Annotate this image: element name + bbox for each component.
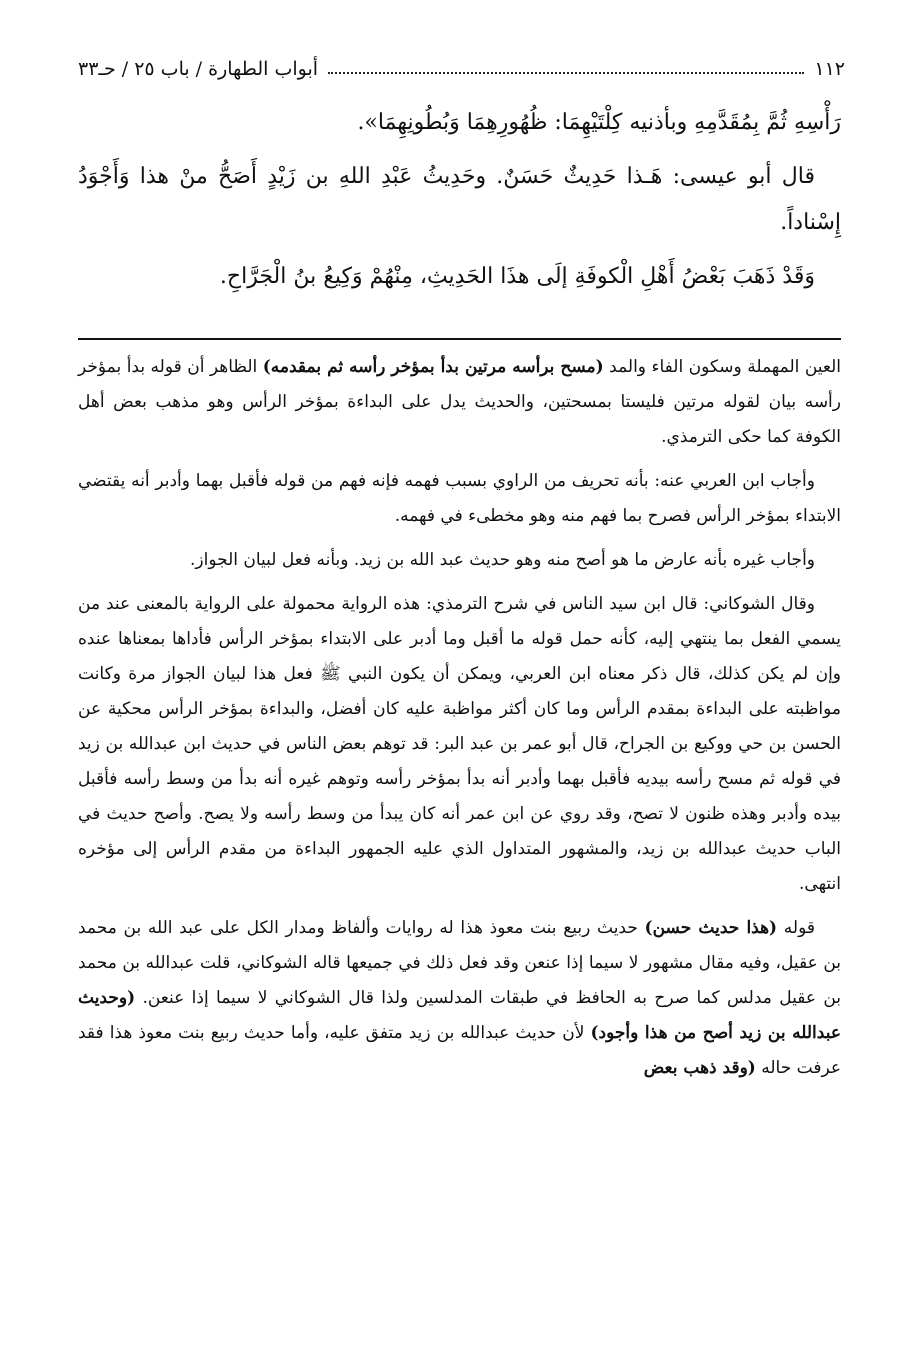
hadith-text: [78, 100, 841, 308]
hadith-paragraph: قال أبو عيسى: هَـذا حَدِيثٌ حَسَنٌ. وحَدِيثُ عَبْدِ اللهِ بن زَيْدٍ أَصَحُّ منْ هذا وَأَجْوَدُ إِسْناداً.: [78, 164, 841, 235]
commentary-text-run: حديث ربيع بنت معوذ هذا له روايات وألفاظ ومدار الكل على عبد الله بن محمد بن عقيل، وفيه مقال مشهور لا سيما إذا عنعن وقد فعل ذلك في جميعها قاله الشوكاني، قلت عبدالله بن محمد بن عقيل مدلس كما صرح به الحافظ في طبقات المدلسين ولذا قال الشوكاني لا سيما إذا عنعن.: [78, 918, 841, 1008]
commentary-text-run: لأن حديث عبدالله بن زيد متفق عليه، وأما حديث ربيع بنت معوذ هذا فقد عرفت حاله: [78, 1023, 841, 1078]
commentary-paragraph: [78, 350, 841, 455]
hadith-paragraph: رَأْسِهِ ثُمَّ بِمُقَدَّمِهِ وبأذنيه كِلْتَيْهِمَا: ظُهُورِهِمَا وَبُطُونِهِمَا».: [357, 110, 841, 135]
header-dotted-leader: [328, 72, 804, 74]
page-number: ١١٢: [814, 58, 845, 80]
commentary-text-run: العين المهملة وسكون الفاء والمد: [603, 357, 841, 377]
commentary-paragraph: وقال الشوكاني: قال ابن سيد الناس في شرح الترمذي: هذه الرواية محمولة على الرواية بالمعنى عند من يسمي الفعل بما ينتهي إليه، كأنه حمل قوله ما أقبل وما أدبر على الابتداء بمؤخر الرأس فأداها بمعناها عنده وإن لم يكن كذلك، قال ذكر معناه ابن العربي، ويمكن أن يكون النبي ﷺ فعل هذا لبيان الجواز مرة وكانت مواظبته على البداءة بمقدم الرأس وما كان أكثر مواظبة عليه كان أفضل، والبداءة بمؤخر الرأس محكية عن الحسن بن حي ووكيع بن الجراح، قال أبو عمر بن عبد البر: قد توهم بعض الناس في حديث ابن عبدالله بن زيد في قوله ثم مسح رأسه بيديه فأقبل بهما وأدبر أنه بدأ بمؤخر رأسه وتوهم غيره أنه بدأ من وسط رأسه فأقبل بيده وأدبر وهذه ظنون لا تصح، وقد روي عن ابن عمر أنه كان يبدأ من وسط رأسه ولا يصح. وأصح حديث في الباب حديث عبدالله بن زيد، والمشهور المتداول الذي عليه الجمهور البداءة من مقدم الرأس إلى مؤخره انتهى.: [78, 594, 841, 894]
running-title: أبواب الطهارة / باب ٢٥ / حـ٣٣: [78, 58, 319, 80]
commentary-text: [78, 350, 841, 1095]
commentary-text-run: الظاهر أن قوله بدأ بمؤخر رأسه بيان لقوله مرتين فليستا بمسحتين، والحديث يدل على البداءة بمؤخر الرأس وهو مذهب بعض أهل الكوفة كما حكى الترمذي.: [78, 357, 841, 447]
separator-rule: [78, 338, 841, 340]
commentary-text-run: قوله: [777, 918, 815, 938]
commentary-quote: (وقد ذهب بعض: [643, 1058, 756, 1078]
commentary-quote: (مسح برأسه مرتين بدأ بمؤخر رأسه ثم بمقدمه): [262, 357, 604, 377]
commentary-quote: (وحديث عبدالله بن زيد أصح من هذا وأجود): [78, 988, 841, 1043]
hadith-paragraph: وَقَدْ ذَهَبَ بَعْضُ أَهْلِ الْكوفَةِ إلَى هذَا الحَدِيثِ، مِنْهُمْ وَكِيعُ بنُ الْجَرَّاحِ.: [219, 264, 815, 289]
commentary-paragraph: [78, 911, 841, 1086]
page-header: [78, 52, 845, 86]
commentary-paragraph: وأجاب غيره بأنه عارض ما هو أصح منه وهو حديث عبد الله بن زيد. وبأنه فعل لبيان الجواز.: [189, 550, 815, 570]
commentary-paragraph: وأجاب ابن العربي عنه: بأنه تحريف من الراوي بسبب فهمه فإنه فهم من قوله فأقبل بهما وأدبر أنه يقتضي الابتداء بمؤخر الرأس فصرح بما فهم منه وهو مخطىء في فهمه.: [78, 471, 841, 526]
commentary-quote: (هذا حديث حسن): [644, 918, 778, 938]
